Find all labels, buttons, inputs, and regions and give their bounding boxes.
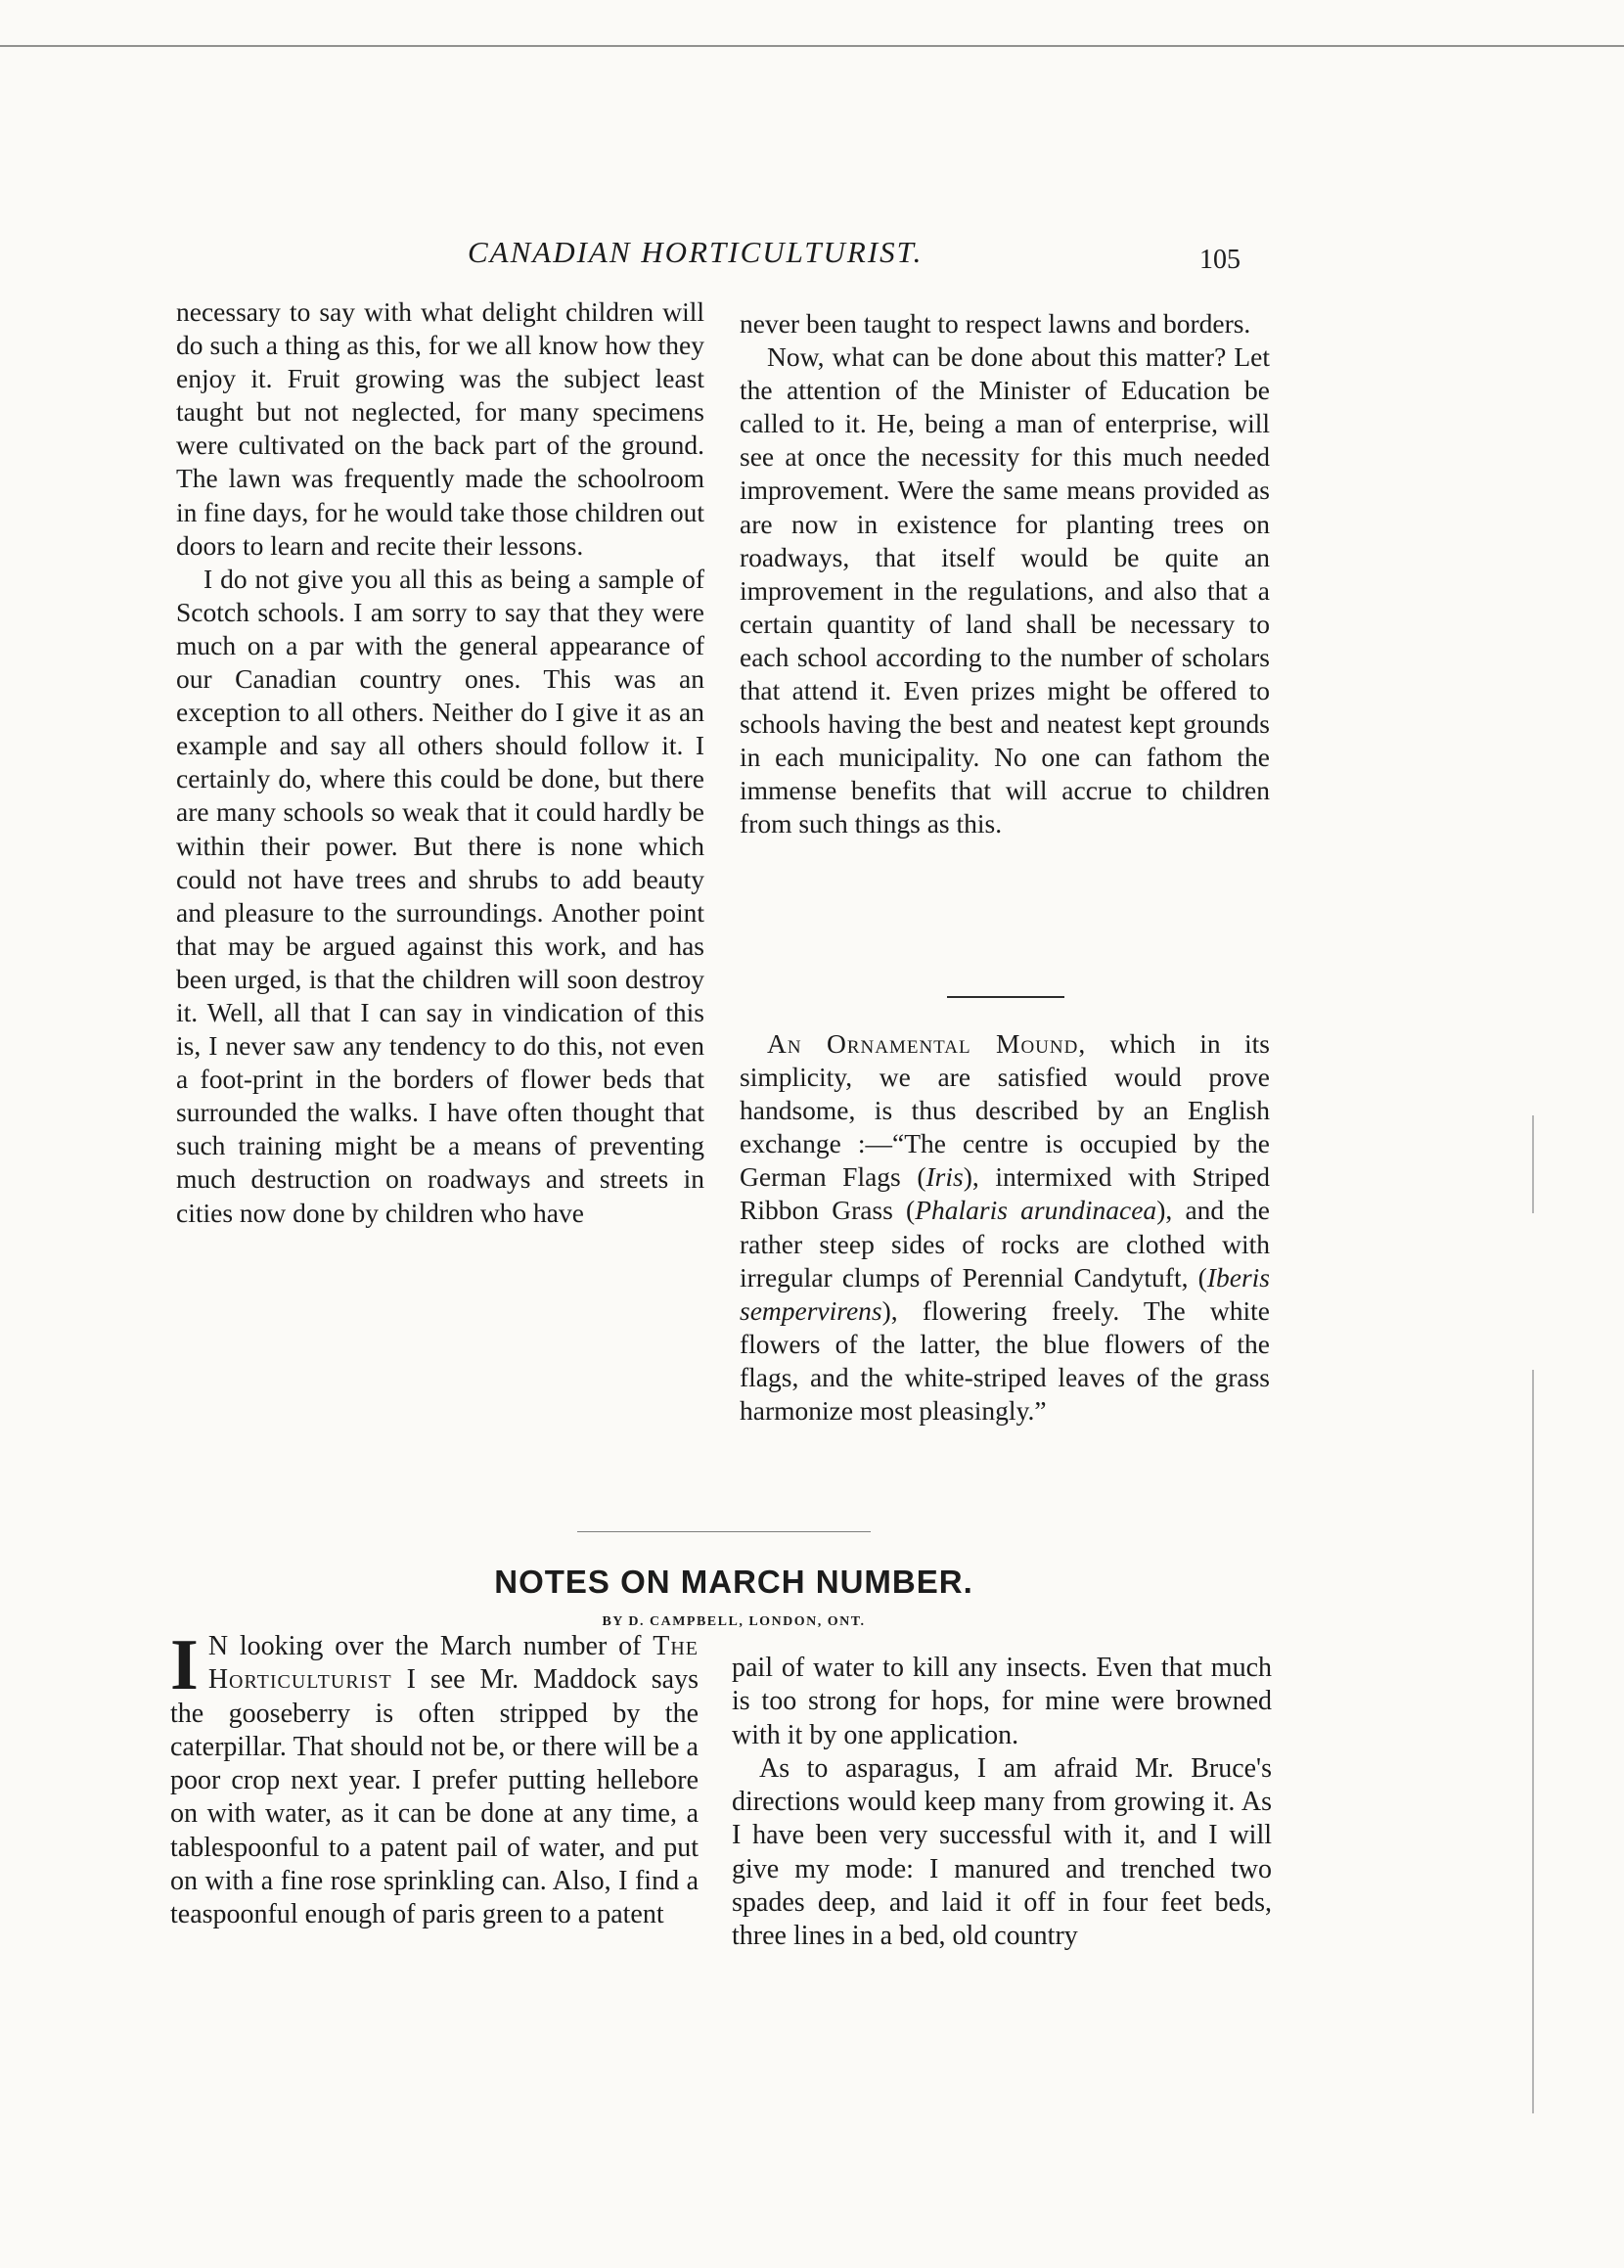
section-divider: [947, 996, 1064, 998]
drop-cap: I: [170, 1625, 199, 1705]
paragraph: pail of water to kill any insects. Even that much is too strong for hops, for mine were browned with it by one application.: [732, 1653, 1272, 1750]
paragraph: An Ornamental Mound, which in its simplicity, we are satisfied would prove handsome, is thus described by an English exchange :—“The centre is occupied by the German Flags (Iris), intermixed with Striped Ribbon Grass (Phalaris arundinacea), and the rather steep sides of rocks are clothed with irregular clumps of Perennial Candytuft, (Iberis sempervirens), flowering freely. The white flowers of the latter, the blue flowers of the flags, and the white-striped leaves of the grass harmonize most pleasingly.”: [740, 1028, 1270, 1427]
column-left-top: [176, 295, 704, 1230]
paragraph: Now, what can be done about this matter? Let the attention of the Minister of Education be called to it. He, being a man of enterprise, will see at once the necessity for this much needed improvement. Were the same means provided as are now in existence for planting trees on roadways, that itself would be quite an improvement in the regulations, and also that a certain quantity of land shall be necessary to each school according to the number of scholars that attend it. Even prizes might be offered to schools having the best and neatest kept grounds in each municipality. No one can fathom the immense benefits that will accrue to children from such things as this.: [740, 341, 1270, 839]
paragraph: I do not give you all this as being a sample of Scotch schools. I am sorry to say that they were much on a par with the general appearance of our Canadian country ones. This was an exception to all others. Neither do I give it as an example and say all others should follow it. I certainly do, where this could be done, but there are many schools so weak that it could hardly be within their power. But there is none which could not have trees and shrubs to add beauty and pleasure to the surroundings. Another point that may be argued against this work, and has been urged, is that the children will soon destroy it. Well, all that I can say in vindication of this is, I never saw any tendency to do this, not even a foot-print in the borders of flower beds that surrounded the walks. I have often thought that such training might be a means of preventing much destruction on roadways and streets in cities now done by children who have: [176, 563, 704, 1228]
lead-words: An Ornamental Mound,: [767, 1028, 1087, 1059]
article-divider: [577, 1531, 871, 1532]
top-edge-rule: [0, 45, 1624, 47]
paragraph: As to asparagus, I am afraid Mr. Bruce's directions would keep many from growing it. As I have been very successful with it, and I will give my mode: I manured and trenched two spades deep, and laid it off in four feet beds, three lines in a bed, old country: [732, 1752, 1272, 1952]
margin-mark: [1532, 1115, 1534, 1213]
article-byline: BY D. CAMPBELL, LONDON, ONT.: [602, 1614, 866, 1629]
column-right-top: [740, 307, 1270, 841]
page-number: 105: [1199, 245, 1241, 275]
running-title: CANADIAN HORTICULTURIST.: [468, 235, 924, 269]
column-right-bottom: [732, 1652, 1272, 1954]
article-title: NOTES ON MARCH NUMBER.: [494, 1564, 973, 1600]
paragraph: necessary to say with what delight children will do such a thing as this, for we all know how they enjoy it. Fruit growing was the subject least taught but not neglected, for many specimens were cultivated on the back part of the ground. The lawn was frequently made the schoolroom in fine days, for he would take those children out doors to learn and recite their lessons.: [176, 296, 704, 561]
paragraph: I N looking over the March number of The Horticulturist I see Mr. Maddock says the gooseberry is often stripped by the caterpillar. That should not be, or there will be a poor crop next year. I prefer putting hellebore on with water, as it can be done at any time, a tablespoonful to a patent pail of water, and put on with a fine rose sprinkling can. Also, I find a teaspoonful enough of paris green to a patent: [170, 1625, 699, 1930]
ornamental-mound-note: [740, 1027, 1270, 1428]
margin-mark: [1532, 1370, 1534, 2113]
column-left-bottom: [170, 1625, 699, 1932]
magazine-name: The Horticulturist: [207, 1631, 699, 1696]
paragraph: never been taught to respect lawns and borders.: [740, 308, 1251, 339]
